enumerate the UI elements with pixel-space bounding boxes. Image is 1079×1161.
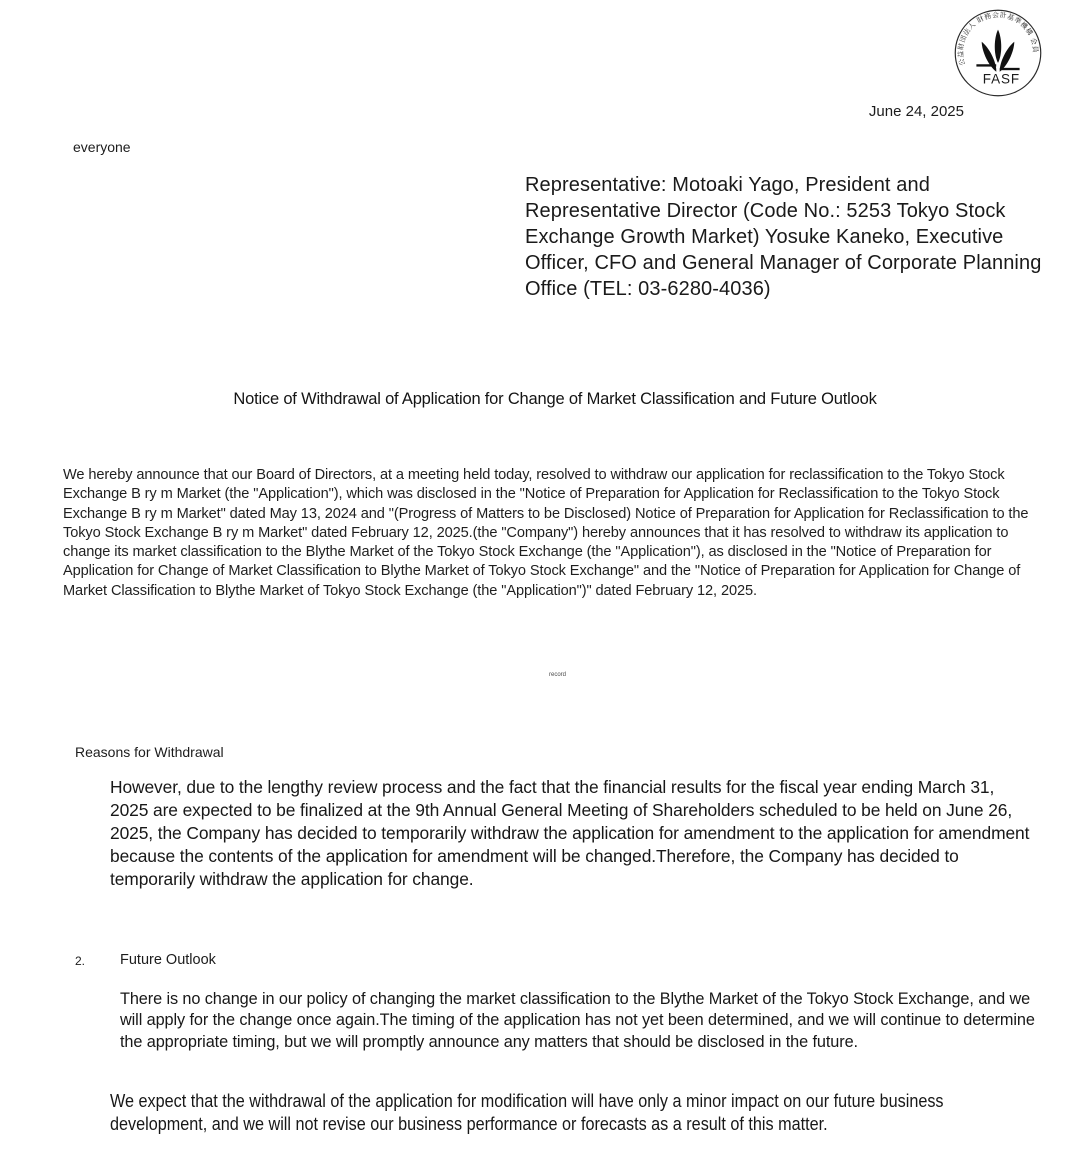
document-title: Notice of Withdrawal of Application for Change of Market Classification and Future Outlook xyxy=(233,390,877,408)
seal-base-bar xyxy=(1000,68,1020,70)
section-paragraph-future-outlook-2: We expect that the withdrawal of the application for modification will have only a minor impact on our future business development, and we will not revise our business performance or forecasts as a result of this matter. xyxy=(110,1091,944,1134)
fasf-seal-graphic xyxy=(950,8,1046,98)
seal-ring-text: 公益財団法人 財務会計基準機構 会員 xyxy=(956,11,1040,67)
leaf-icon xyxy=(995,30,1001,63)
section-paragraph-future-outlook-1: There is no change in our policy of changing the market classification to the Blythe Market of the Tokyo Stock Exchange, and we will apply for the change once again.The timing of the application has not yet been determined, and we will continue to determine the appropriate timing, but we will promptly announce any matters that should be disclosed in the future. xyxy=(120,990,1035,1051)
section-heading-reasons: Reasons for Withdrawal xyxy=(75,744,224,760)
document-date: June 24, 2025 xyxy=(868,103,964,120)
section-paragraph-reasons: However, due to the lengthy review process and the fact that the financial results for the fiscal year ending March 31, 2025 are expected to be finalized at the 9th Annual General Meeting of Shareholders scheduled to be held on June 26, 2025, the Company has decided to temporarily withdraw the application for amendment to the application for amendment because the contents of the application for amendment will be changed.Therefore, the Company has decided to temporarily withdraw the application for change. xyxy=(110,777,1030,889)
seal-label: FASF xyxy=(982,71,1021,87)
section-heading-future-outlook: Future Outlook xyxy=(120,952,216,968)
intro-paragraph: We hereby announce that our Board of Directors, at a meeting held today, resolved to withdraw our application for reclassification to the Tokyo Stock Exchange B ry m Market (the "Application"), which was disclosed in the "Notice of Preparation for Application for Reclassification to the Tokyo Stock Exchange B ry m Market" dated May 13, 2024 and "(Progress of Matters to be Disclosed) Notice of Preparation for Application for Reclassification to the Tokyo Stock Exchange B ry m Market" dated February 12, 2025.(the "Company") hereby announces that it has resolved to withdraw its application to change its market classification to the Blythe Market of the Tokyo Stock Exchange (the "Application"), as disclosed in the "Notice of Preparation for Application for Change of Market Classification to Blythe Market of Tokyo Stock Exchange" and the "Notice of Preparation for Application for Change of Market Classification to Blythe Market of Tokyo Stock Exchange (the "Application")" dated February 12, 2025. xyxy=(63,467,1029,599)
salutation: everyone xyxy=(73,139,131,155)
seal-base-bar xyxy=(976,64,996,66)
fasf-seal xyxy=(950,8,1046,98)
section-number-future-outlook: 2. xyxy=(75,954,86,968)
representative-block: Representative: Motoaki Yago, President and Representative Director (Code No.: 5253 Tokyo Stock Exchange Growth Market) Yosuke Kaneko, Executive Officer, CFO and General Manager of Corporate Planning Office (TEL: 03-6280-4036) xyxy=(525,174,1042,300)
tiny-note: record xyxy=(548,672,566,678)
